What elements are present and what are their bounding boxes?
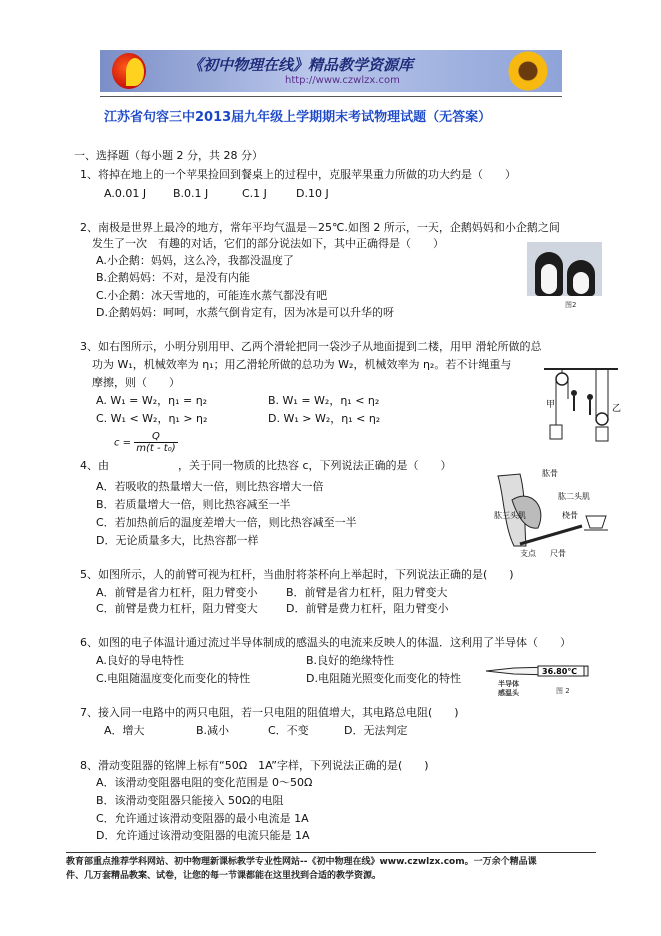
arm-label-humerus: 肱骨 [542,469,558,478]
penguin-chick-icon [567,260,595,296]
q3-option-b: B. W₁ = W₂，η₁ < η₂ [268,394,380,407]
sunflower-icon [500,50,556,92]
q2-stem-line2: 发生了一次 有趣的对话，它们的部分说法如下，其中正确得是（ ） [92,237,444,250]
q6-option-d: D.电阻随光照变化而变化的特性 [306,672,461,685]
header-divider [100,96,562,97]
q1-option-b: B.0.1 J [173,187,209,200]
q2-option-c: C.小企鹅：冰天雪地的，可能连水蒸气都没有吧 [96,289,328,302]
q2-option-a: A.小企鹅：妈妈，这么冷，我都没温度了 [96,254,294,267]
q7-option-d: D．无法判定 [344,724,408,737]
q5-option-c: C．前臂是费力杠杆，阻力臂变大 [96,602,258,615]
q7-option-b: B.减小 [196,724,230,737]
q1-stem: 1、将掉在地上的一个苹果捡回到餐桌上的过程中，克服苹果重力所做的功大约是（ ） [80,168,516,181]
site-logo-flame-icon [126,58,144,86]
q6-stem: 6、如图的电子体温计通过流过半导体制成的感温头的电流来反映人的体温．这利用了半导体（ ） [80,636,571,649]
q5-option-a: A．前臂是省力杠杆，阻力臂变小 [96,586,258,599]
q3-option-c: C. W₁ < W₂，η₁ > η₂ [96,412,208,425]
arm-label-radius: 桡骨 [562,511,578,520]
footer-divider [66,852,596,853]
thermo-caption: 图 2 [556,687,570,695]
formula-lhs: c = [114,437,132,449]
q5-stem: 5、如图所示，人的前臂可视为杠杆，当曲肘将茶杯向上举起时，下列说法正确的是( ) [80,568,514,581]
pulley-figure [540,367,622,443]
q1-option-c: C.1 J [242,187,267,200]
q3-option-d: D. W₁ > W₂，η₁ < η₂ [268,412,381,425]
q8-stem: 8、滑动变阻器的铭牌上标有“50Ω 1A”字样，下列说法正确的是( ) [80,759,429,772]
q3-stem-line3: 摩擦，则（ ） [92,376,180,389]
q2-option-b: B.企鹅妈妈：不对，是没有内能 [96,271,251,284]
q2-stem-line1: 2、南极是世界上最冷的地方，常年平均气温是－25℃.如图 2 所示，一天，企鹅妈妈和小企鹅之间 [80,221,560,234]
thermo-label: 半导体 感温头 [498,680,519,697]
q8-option-b: B．该滑动变阻器只能接入 50Ω的电阻 [96,794,284,807]
fig2-caption: 图2 [565,301,577,309]
q2-option-d: D.企鹅妈妈：呵呵，水蒸气倒肯定有，因为冰是可以升华的呀 [96,306,394,319]
q3-option-a: A. W₁ = W₂，η₁ = η₂ [96,394,208,407]
penguin-figure [527,242,602,296]
q8-option-d: D．允许通过该滑动变阻器的电流只能是 1A [96,829,310,842]
q4-stem-suffix: ，关于同一物质的比热容 c，下列说法正确的是（ ） [178,459,452,472]
q3-stem-line2: 功为 W₁，机械效率为 η₁；用乙滑轮所做的总功为 W₂，机械效率为 η₂。若不计绳重与 [92,358,512,371]
q4-stem-prefix: 4、由 [80,459,109,472]
q1-option-d: D.10 J [296,187,329,200]
footer-line1: 教育部重点推荐学科网站、初中物理新课标教学专业性网站--《初中物理在线》www.czwlzx.com。一万余个精品课 [66,857,537,867]
penguin-mother-icon [535,252,563,296]
arm-label-ulna: 尺骨 [550,549,566,558]
arm-lever-figure [490,466,615,558]
specific-heat-formula [114,431,178,454]
q5-option-b: B．前臂是省力杠杆，阻力臂变大 [286,586,448,599]
section-heading: 一、选择题（每小题 2 分，共 28 分） [74,149,263,162]
q6-option-a: A.良好的导电特性 [96,654,184,667]
footer-line2: 件、几万套精品教案、试卷，让您的每一节课都能在这里找到合适的教学资源。 [66,871,382,881]
q3-stem-line1: 3、如右图所示，小明分别用甲、乙两个滑轮把同一袋沙子从地面提到二楼，用甲 滑轮所做的总 [80,340,542,353]
pulley-label-yi: 乙 [612,404,622,414]
q8-option-c: C．允许通过该滑动变阻器的最小电流是 1A [96,812,309,825]
q7-option-c: C．不变 [268,724,309,737]
q1-option-a: A.0.01 J [104,187,147,200]
q6-option-b: B.良好的绝缘特性 [306,654,395,667]
q7-option-a: A．增大 [104,724,145,737]
arm-label-biceps: 肱二头肌 [558,492,590,501]
site-banner [100,50,562,92]
thermo-display: 36.80℃ [542,667,577,676]
q8-option-a: A．该滑动变阻器电阻的变化范围是 0～50Ω [96,776,313,789]
document-title: 江苏省句容三中2013届九年级上学期期末考试物理试题（无答案） [104,110,492,125]
q7-stem: 7、接入同一电路中的两只电阻，若一只电阻的阻值增大，其电路总电阻( ) [80,706,459,719]
q5-option-d: D．前臂是费力杠杆，阻力臂变小 [286,602,449,615]
pulley-label-jia: 甲 [546,400,556,410]
banner-url[interactable]: http://www.czwlzx.com [285,75,400,86]
formula-denominator: m(t - t₀) [136,443,176,454]
q4-option-c: C．若加热前后的温度差增大一倍，则比热容减至一半 [96,516,357,529]
electronic-thermometer-figure [484,662,590,680]
arm-label-fulcrum: 支点 [520,549,536,558]
banner-title: 《初中物理在线》精品教学资源库 [188,56,414,74]
q6-option-c: C.电阻随温度变化而变化的特性 [96,672,251,685]
q4-option-b: B．若质量增大一倍，则比热容减至一半 [96,498,291,511]
q4-option-d: D．无论质量多大，比热容都一样 [96,534,259,547]
arm-label-triceps: 肱三头肌 [494,511,526,520]
formula-numerator: Q [152,431,160,442]
q4-option-a: A．若吸收的热量增大一倍，则比热容增大一倍 [96,480,324,493]
